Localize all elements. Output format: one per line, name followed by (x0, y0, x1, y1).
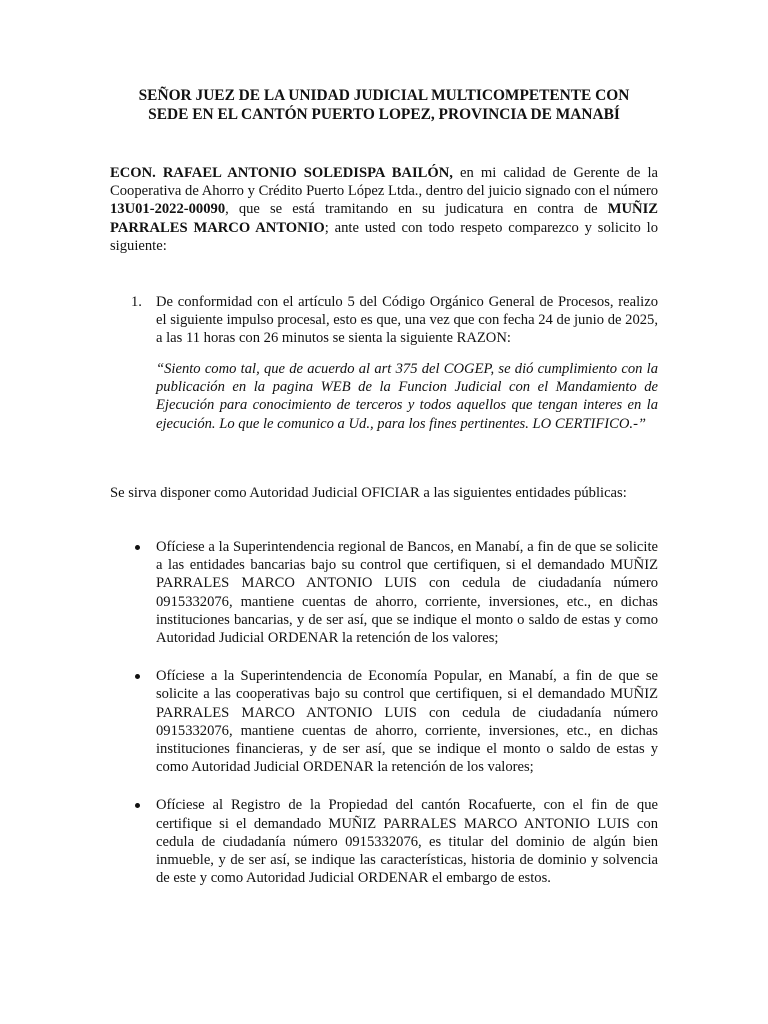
item-1-text: De conformidad con el artículo 5 del Código Orgánico General de Procesos, realizo el siguiente impulso procesal, esto es que, una vez que con fecha 24 de junio de 2025, a las 11 horas con 26 minutos se sienta la siguiente RAZON: (156, 294, 658, 347)
offices-list (110, 522, 658, 887)
heading-line-2: SEDE EN EL CANTÓN PUERTO LOPEZ, PROVINCIA DE MANABÍ (148, 106, 620, 123)
list-item-text: Ofíciese a la Superintendencia regional de Bancos, en Manabí, a fin de que se solicite a las entidades bancarias bajo su control que certifiquen, si el demandado MUÑIZ PARRALES MARCO ANTONIO LUIS con cedula de ciudadanía número 0915332076, mantiene cuentas de ahorro, corriente, inversiones, etc., en dichas instituciones bancarias, y de ser así, que se indique el monto o saldo de estas y como Autoridad Judicial ORDENAR la retención de los valores; (156, 539, 658, 647)
razon-quote: “Siento como tal, que de acuerdo al art 375 del COGEP, se dió cumplimiento con la publicación en la pagina WEB de la Funcion Judicial con el Mandamiento de Ejecución para conocimiento de terceros y todos aquellos que tengan interes en la ejecución. Lo que le comunico a Ud., para los fines pertinentes. LO CERTIFICO.-” (156, 361, 658, 432)
list-item-text: Ofíciese al Registro de la Propiedad del cantón Rocafuerte, con el fin de que certifique si el demandado MUÑIZ PARRALES MARCO ANTONIO LUIS con cedula de ciudadanía número 0915332076, es titular del dominio de algún bien inmueble, y de ser así, se indique las características, historia de dominio y solvencia de este y como Autoridad Judicial ORDENAR el embargo de estos. (156, 797, 658, 887)
bullet-icon (135, 545, 140, 550)
list-item (110, 538, 658, 647)
heading-line-1: SEÑOR JUEZ DE LA UNIDAD JUDICIAL MULTICOMPETENTE CON (138, 87, 630, 104)
intro-text-1: en mi calidad de Gerente de la Cooperativa de Ahorro y Crédito Puerto López Ltda., dentro del juicio signado con el número (110, 165, 658, 200)
request-paragraph: Se sirva disponer como Autoridad Judicial OFICIAR a las siguientes entidades públicas: (110, 485, 627, 501)
list-item-text: Ofíciese a la Superintendencia de Economía Popular, en Manabí, a fin de que se solicite a las cooperativas bajo su control que certifiquen, si el demandado MUÑIZ PARRALES MARCO ANTONIO LUIS con cedula de ciudadanía número 0915332076, mantiene cuentas de ahorro, corriente, inversiones, etc., en dichas instituciones financieras, y de ser así, que se indique el monto o saldo de estas y como Autoridad Judicial ORDENAR la retención de los valores; (156, 668, 658, 776)
defendant-name: MUÑIZ PARRALES MARCO ANTONIO (110, 201, 658, 236)
bullet-icon (135, 674, 140, 679)
bullet-icon (135, 803, 140, 808)
list-item (110, 667, 658, 776)
document-heading (100, 86, 668, 124)
item-number: 1. (131, 294, 142, 310)
intro-text-3: ; ante usted con todo respeto comparezco y solicito lo siguiente: (110, 219, 658, 254)
intro-paragraph (110, 164, 658, 255)
petitioner-name: ECON. RAFAEL ANTONIO SOLEDISPA BAILÓN, (110, 165, 453, 181)
case-number: 13U01-2022-00090 (110, 201, 226, 218)
intro-text-2: , que se está tramitando en su judicatura en contra de (225, 201, 608, 218)
list-item (110, 796, 658, 887)
